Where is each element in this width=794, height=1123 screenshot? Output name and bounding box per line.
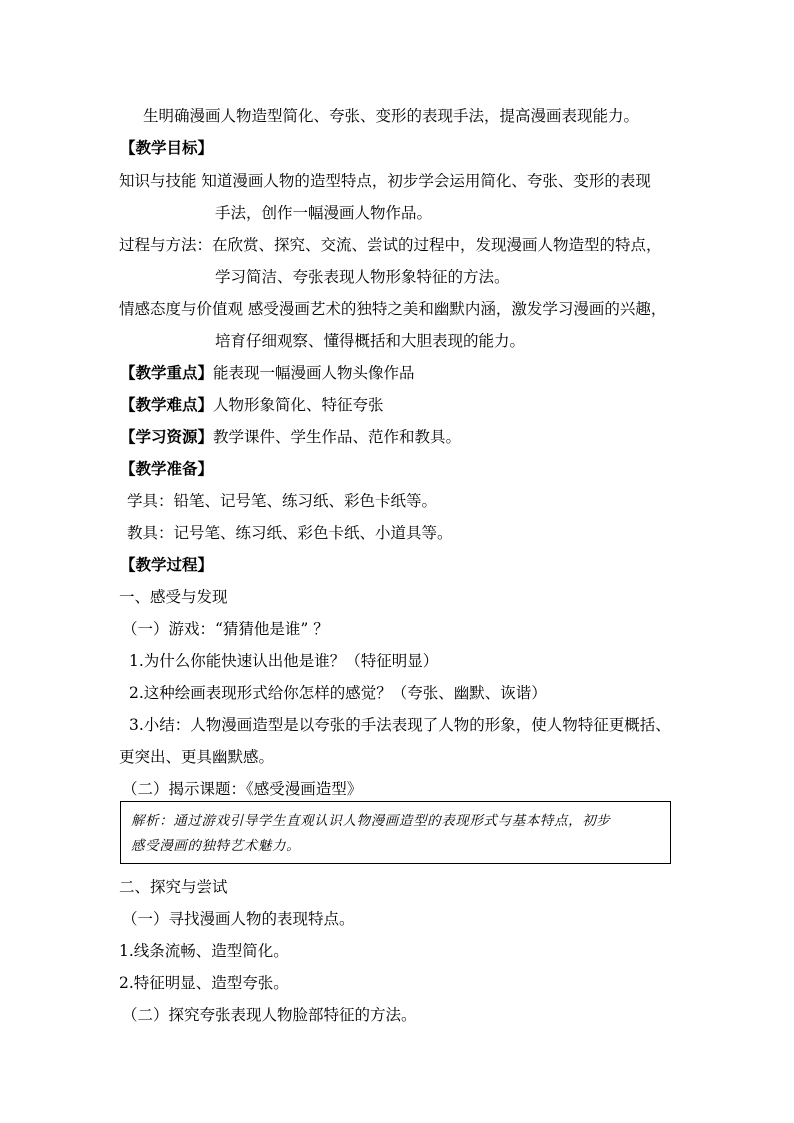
- question-2: 2.这种绘画表现形式给你怎样的感觉？（夸张、幽默、诙谐）: [129, 684, 547, 702]
- feature-2: 2.特征明显、造型夸张。: [119, 974, 289, 992]
- process-line-2: 学习简洁、夸张表现人物形象特征的方法。: [215, 268, 510, 286]
- analysis-note-line-1: 解析：通过游戏引导学生直观认识人物漫画造型的表现形式与基本特点，初步: [131, 813, 611, 829]
- knowledge-line-1: 知识与技能 知道漫画人物的造型特点，初步学会运用简化、夸张、变形的表现: [119, 172, 651, 190]
- question-1: 1.为什么你能快速认出他是谁？（特征明显）: [129, 652, 439, 670]
- difficulty-text: 人物形象简化、特征夸张: [213, 396, 384, 414]
- focus-label: 【教学重点】: [120, 364, 214, 382]
- knowledge-line-2: 手法，创作一幅漫画人物作品。: [215, 204, 433, 222]
- section-1-title: 一、感受与发现: [119, 588, 228, 606]
- emotion-line-1: 情感态度与价值观 感受漫画艺术的独特之美和幽默内涵，激发学习漫画的兴趣，: [119, 300, 667, 318]
- focus-row: [120, 363, 415, 383]
- reveal-topic: （二）揭示课题：《感受漫画造型》: [122, 780, 363, 798]
- process-line-1: 过程与方法：在欣赏、探究、交流、尝试的过程中，发现漫画人物造型的特点，: [119, 236, 662, 254]
- resources-row: [120, 427, 461, 447]
- resources-text: 教学课件、学生作品、范作和教具。: [213, 428, 462, 446]
- process-heading: 【教学过程】: [120, 556, 214, 574]
- explore-method: （二）探究夸张表现人物脸部特征的方法。: [122, 1006, 417, 1024]
- goals-heading: 【教学目标】: [120, 139, 214, 157]
- analysis-note-line-2: 感受漫画的独特艺术魅力。: [131, 838, 301, 854]
- prep-teacher: 教具：记号笔、练习纸、彩色卡纸、小道具等。: [127, 524, 453, 542]
- resources-label: 【学习资源】: [120, 428, 214, 446]
- analysis-note-box: [120, 801, 671, 864]
- emotion-line-2: 培育仔细观察、懂得概括和大胆表现的能力。: [215, 332, 526, 350]
- prep-student: 学具：铅笔、记号笔、练习纸、彩色卡纸等。: [127, 492, 438, 510]
- find-features: （一）寻找漫画人物的表现特点。: [122, 910, 355, 928]
- game-line: （一）游戏：“猜猜他是谁” ？: [122, 620, 329, 638]
- intro-line: 生明确漫画人物造型简化、夸张、变形的表现手法，提高漫画表现能力。: [143, 107, 640, 125]
- focus-text: 能表现一幅漫画人物头像作品: [213, 364, 415, 382]
- prep-heading: 【教学准备】: [120, 460, 214, 478]
- difficulty-label: 【教学难点】: [120, 396, 214, 414]
- summary-line-1: 3.小结：人物漫画造型是以夸张的手法表现了人物的形象，使人物特征更概括、: [129, 716, 671, 734]
- feature-1: 1.线条流畅、造型简化。: [119, 942, 289, 960]
- difficulty-row: [120, 395, 384, 415]
- section-2-title: 二、探究与尝试: [119, 878, 228, 896]
- summary-line-2: 更突出、更具幽默感。: [119, 748, 275, 766]
